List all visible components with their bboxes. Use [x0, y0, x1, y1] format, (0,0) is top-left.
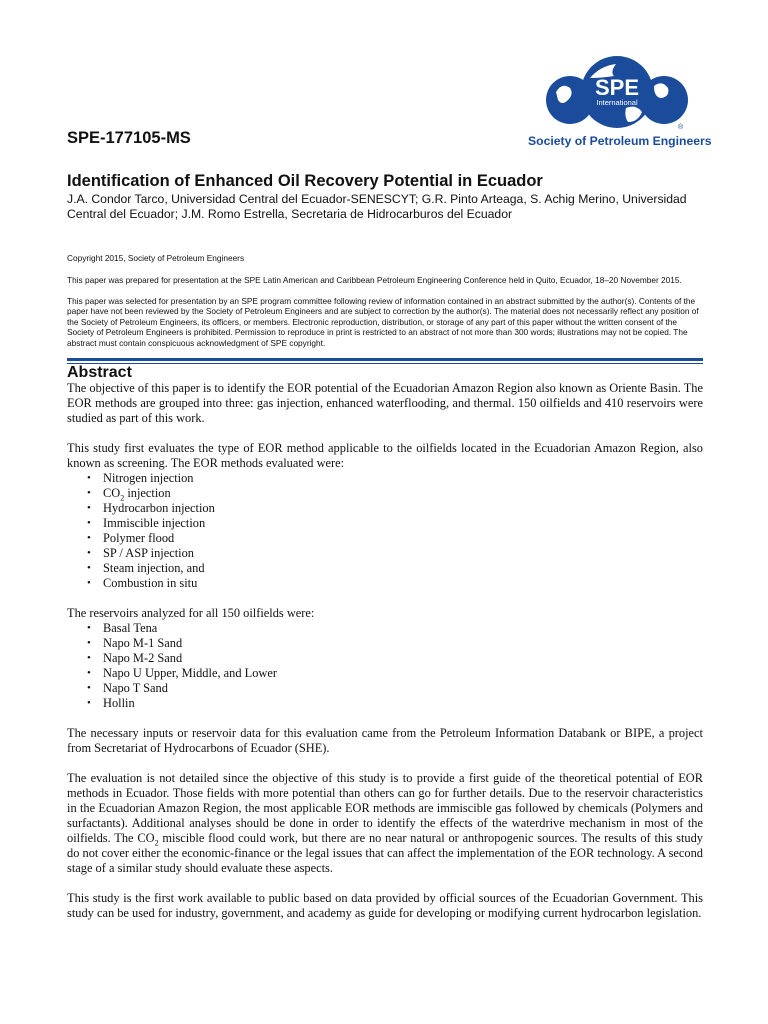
list-item: • Polymer flood [87, 531, 703, 546]
logo-caption: Society of Petroleum Engineers [528, 134, 712, 148]
abstract-paragraph-objective: The objective of this paper is to identify the EOR potential of the Ecuadorian Amazon Region also known as Oriente Basin. The EOR methods are grouped into three: gas injection, enhanced waterflooding, and thermal. 150 oilfields and 410 reservoirs were studied as part of this work. [67, 381, 703, 425]
list-item: • Immiscible injection [87, 516, 703, 531]
abstract-heading: Abstract [67, 364, 132, 381]
authors: J.A. Condor Tarco, Universidad Central del Ecuador-SENESCYT; G.R. Pinto Arteaga, S. Achig Merino, Universidad Central del Ecuador; J.M. Romo Estrella, Secretaria de Hidrocarburos del Ecuador [67, 192, 687, 221]
registered-mark: ® [678, 124, 684, 131]
paper-title: Identification of Enhanced Oil Recovery Potential in Ecuador [67, 172, 543, 190]
logo-mark: SPE [594, 75, 640, 100]
list-item: • Napo U Upper, Middle, and Lower [87, 666, 703, 681]
divider-thick [67, 358, 703, 361]
globe-icon [546, 56, 688, 128]
divider-thin [67, 363, 703, 364]
abstract-paragraph-conclusion: This study is the first work available to public based on data provided by official sources of the Ecuadorian Government. This study can be used for industry, government, and academy as guide for developing or modifying current hydrocarbon legislation. [67, 891, 703, 920]
list-item: • Steam injection, and [87, 561, 703, 576]
list-item: • Hydrocarbon injection [87, 501, 703, 516]
list-item: • Napo T Sand [87, 681, 703, 696]
reservoirs-list [67, 621, 703, 711]
abstract-paragraph-reservoirs: The reservoirs analyzed for all 150 oilfields were: [67, 606, 315, 620]
list-item: • SP / ASP injection [87, 546, 703, 561]
review-notice: This paper was selected for presentation by an SPE program committee following review of information contained in an abstract submitted by the author(s). Contents of the paper have not been reviewed by the Society of Petroleum Engineers and are subject to correction by the author(s). The material does not necessarily reflect any position of the Society of Petroleum Engineers, its officers, or members. Electronic reproduction, distribution, or storage of any part of this paper without the written consent of the Society of Petroleum Engineers is prohibited. Permission to reproduce in print is restricted to an abstract of not more than 300 words; illustrations may not be copied. The abstract must contain conspicuous acknowledgment of SPE copyright. [67, 296, 699, 348]
spe-logo [528, 56, 712, 156]
list-item: • Napo M-1 Sand [87, 636, 703, 651]
list-item: • Combustion in situ [87, 576, 703, 591]
abstract-paragraph-data-source: The necessary inputs or reservoir data for this evaluation came from the Petroleum Information Databank or BIPE, a project from Secretariat of Hydrocarbons of Ecuador (SHE). [67, 726, 703, 755]
abstract-paragraph-screening: This study first evaluates the type of EOR method applicable to the oilfields located in the Ecuadorian Amazon Region, also known as screening. The EOR methods evaluated were: [67, 441, 703, 470]
list-item: • Basal Tena [87, 621, 703, 636]
paper-number: SPE-177105-MS [67, 129, 191, 147]
presentation-notice: This paper was prepared for presentation at the SPE Latin American and Caribbean Petroleum Engineering Conference held in Quito, Ecuador, 18–20 November 2015. [67, 275, 682, 285]
list-item: • Napo M-2 Sand [87, 651, 703, 666]
list-item: • Hollin [87, 696, 703, 711]
abstract-paragraph-evaluation: The evaluation is not detailed since the objective of this study is to provide a first guide of the theoretical potential of EOR methods in Ecuador. Those fields with more potential than others can go for further details. Due to the reservoir characteristics in the Ecuadorian Amazon Region, the most applicable EOR methods are immiscible gas followed by chemicals (Polymers and surfactants). Additional analyses should be done in order to identify the effects of the waterdrive mechanism in most of the oilfields. The $CO_2$ miscible flood could work, but there are no near natural or anthropogenic sources. The results of this study do not cover either the economic-finance or the legal issues that can affect the implementation of the EOR technology. A second stage of a similar study should evaluate these aspects. [67, 771, 704, 875]
logo-mark-sub: International [596, 98, 638, 107]
list-item: • $CO_2$ injection [87, 486, 703, 501]
copyright-notice: Copyright 2015, Society of Petroleum Engineers [67, 253, 245, 263]
list-item: • Nitrogen injection [87, 471, 703, 486]
abstract-body [67, 381, 703, 921]
eor-methods-list [67, 471, 703, 591]
